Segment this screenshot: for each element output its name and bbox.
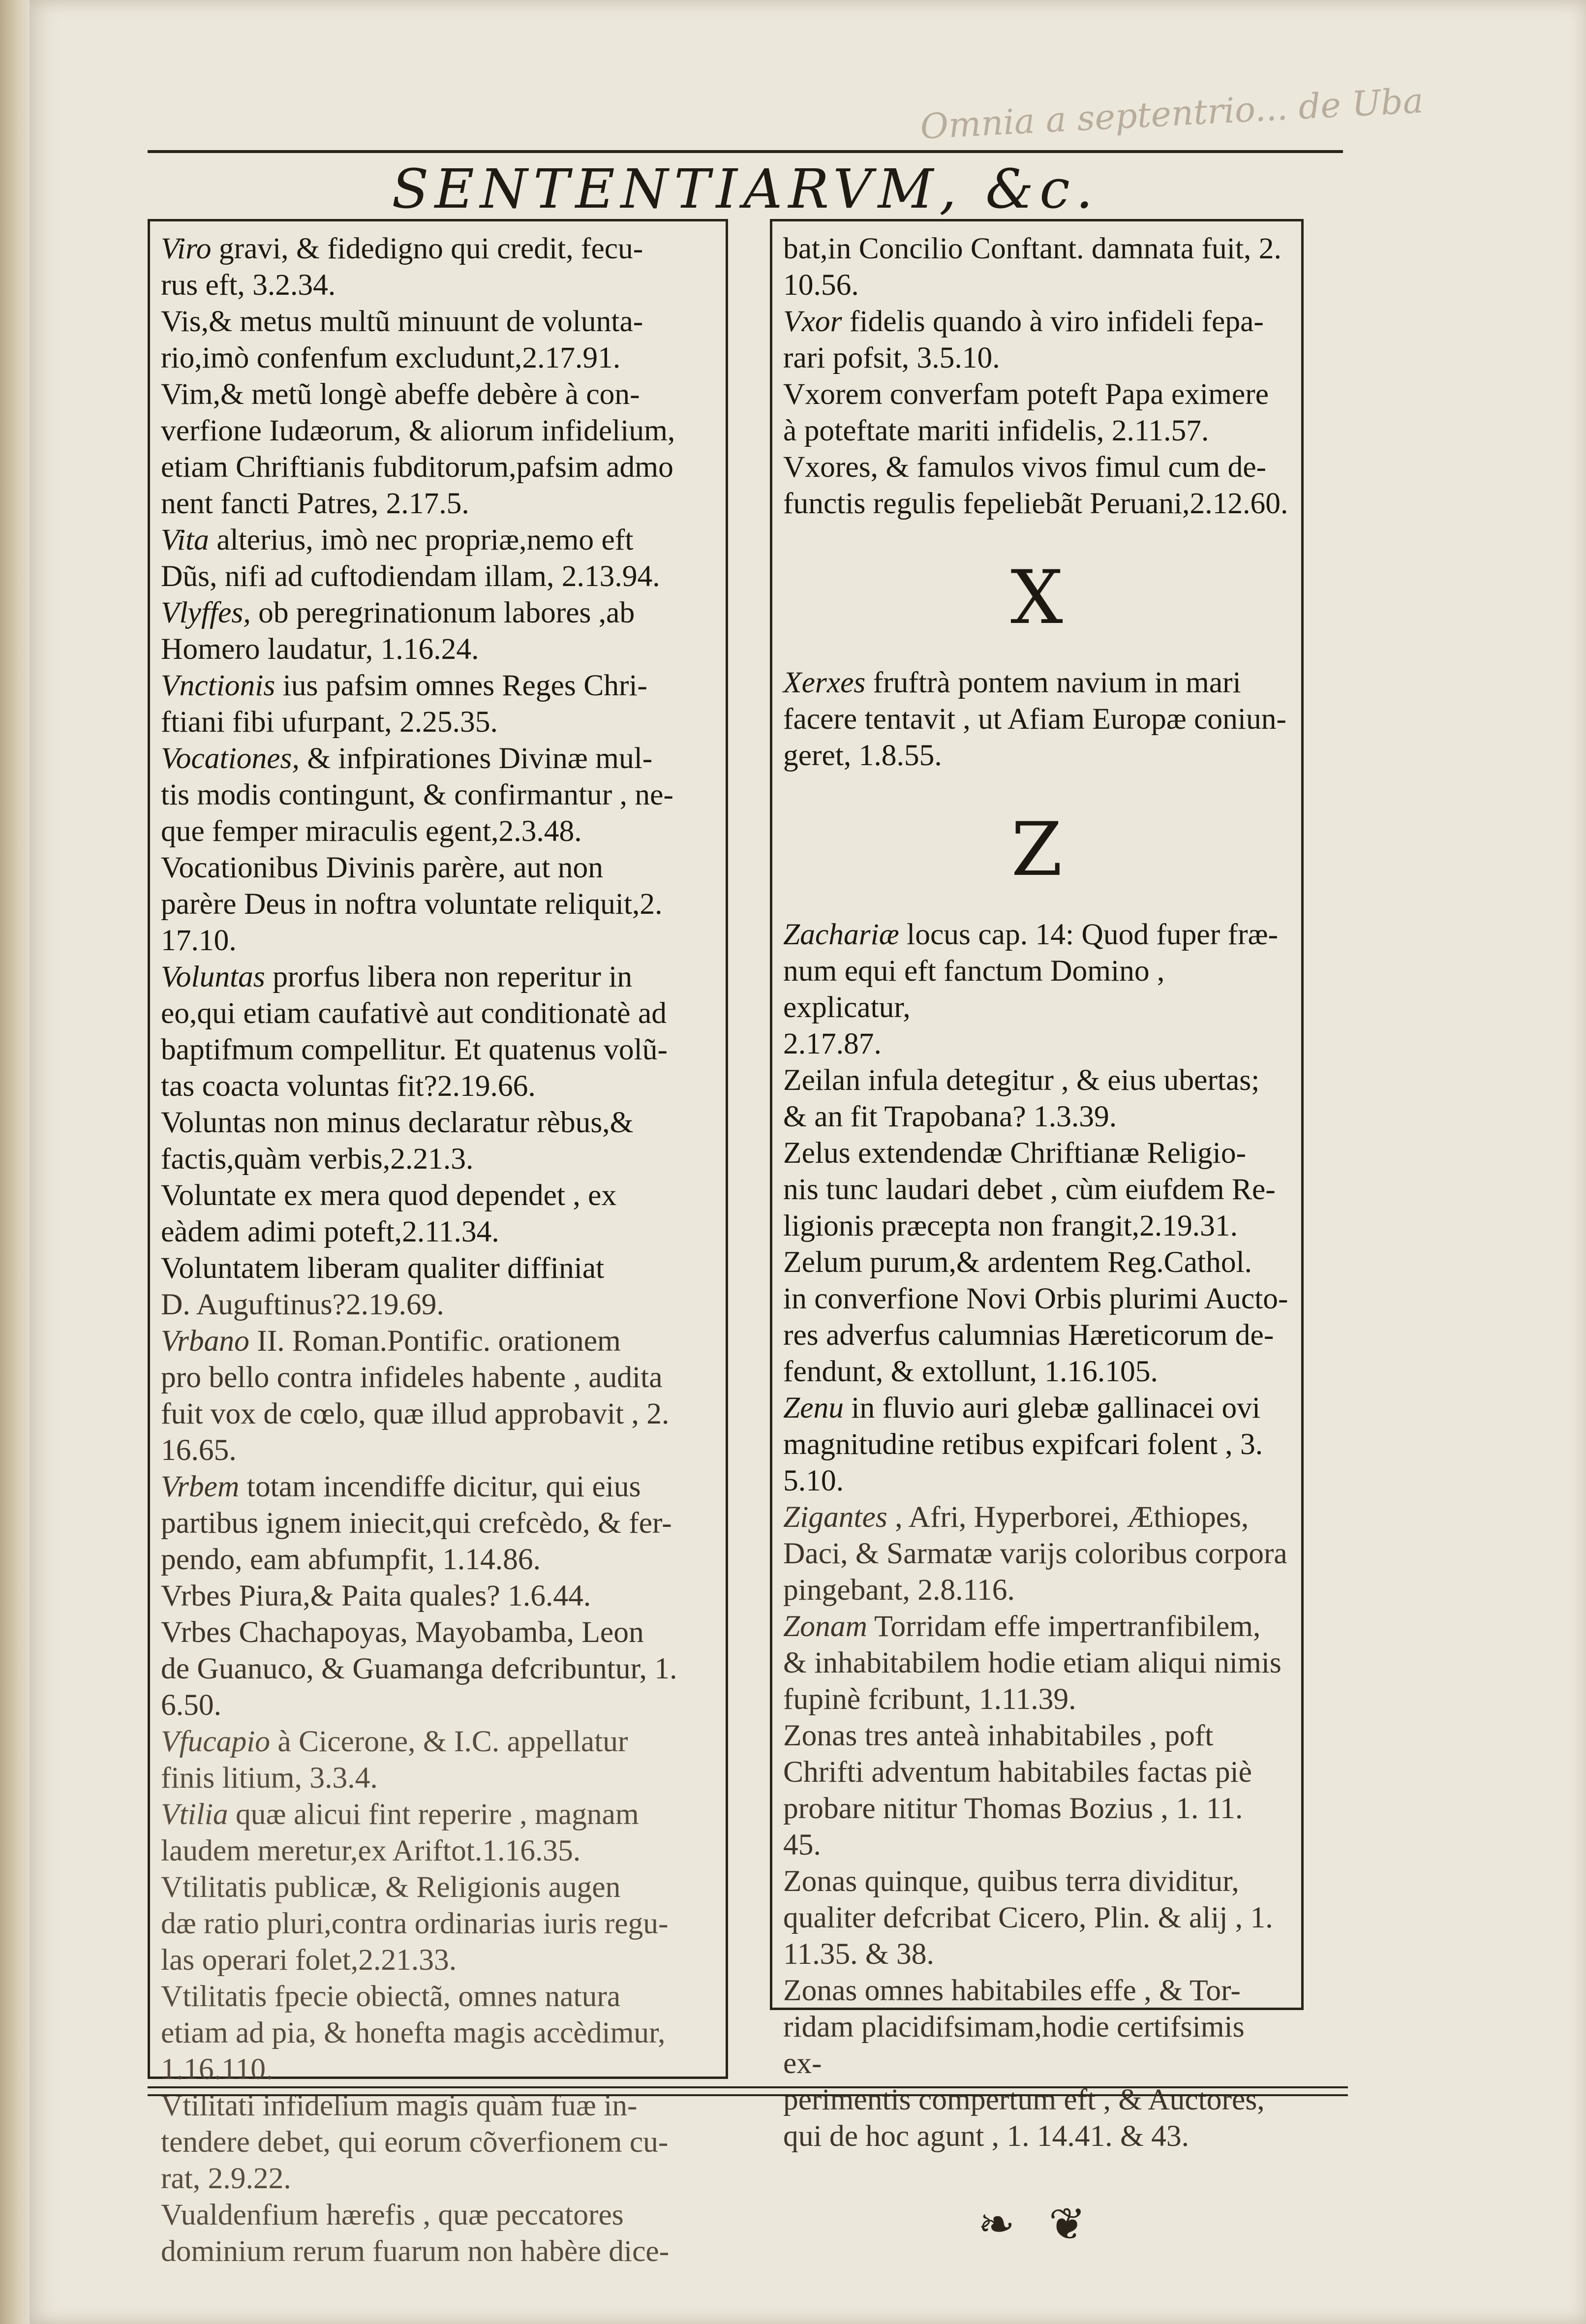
entry-text: ius pafsim omnes Reges Chri- [275, 669, 648, 702]
entry-text: finis litium, 3.3.4. [161, 1761, 378, 1795]
entry-text: rat, 2.9.22. [161, 2162, 291, 2195]
entry-text: Vocationibus Divinis parère, aut non [161, 851, 603, 884]
entry-text: Vualdenfium hærefis , quæ peccatores [161, 2198, 624, 2231]
entry-text: pingebant, 2.8.116. [783, 1573, 1015, 1607]
entry-headword: Vfucapio [161, 1725, 271, 1758]
index-entry-line [161, 886, 715, 922]
index-entry-line [161, 1177, 715, 1213]
entry-text: Voluntate ex mera quod dependet , ex [161, 1178, 617, 1212]
entry-text: , Afri, Hyperborei, Æthiopes, [887, 1500, 1249, 1534]
index-entry-line [161, 631, 715, 667]
index-entry-line [783, 1317, 1290, 1353]
entry-text: Vxorem converfam poteft Papa eximere [783, 377, 1269, 411]
entry-headword: Vxor [783, 305, 842, 338]
entry-text: bat,in Concilio Conftant. damnata fuit, 2. [783, 232, 1281, 265]
page-frame-bottom-rule [148, 2086, 1348, 2096]
index-entry-line [783, 2118, 1290, 2154]
index-entry-line [161, 1942, 715, 1978]
entry-text: fuit vox de cœlo, quæ illud approbavit , 2. [161, 1397, 670, 1430]
index-entry-line [783, 267, 1290, 303]
index-entry-line [783, 303, 1290, 340]
index-entry-line [161, 522, 715, 558]
entry-text: Vtilitatis fpecie obiectã, omnes natura [161, 1980, 621, 2013]
entry-text: baptifmum compellitur. Et quatenus volũ- [161, 1033, 668, 1066]
entry-text: & infpirationes Divinæ mul- [299, 742, 653, 775]
index-entry-line [161, 2051, 715, 2087]
index-entry-line [161, 2160, 715, 2197]
entry-text: dæ ratio pluri,contra ordinarias iuris regu- [161, 1907, 669, 1940]
index-entry-line [783, 1098, 1290, 1135]
index-entry-line [161, 303, 715, 340]
entry-text: fidelis quando à viro infideli fepa- [842, 305, 1264, 338]
index-entry-line [783, 1462, 1290, 1499]
left-column [148, 219, 728, 2268]
index-entry-line [783, 1572, 1290, 1608]
entry-text: à Cicerone, & I.C. appellatur [270, 1725, 628, 1758]
entry-text: dominium rerum fuarum non habère dice- [161, 2234, 670, 2268]
index-entry-line [161, 2233, 715, 2269]
index-entry-line [161, 1760, 715, 1796]
index-entry-line [783, 1499, 1290, 1535]
entry-text: 45. [783, 1828, 821, 1861]
entry-text: alterius, imò nec propriæ,nemo eft [209, 523, 634, 557]
index-entry-line [783, 485, 1290, 522]
index-entry-line [161, 740, 715, 776]
entry-text: res adverfus calumnias Hæreticorum de- [783, 1318, 1274, 1352]
entry-text: etiam ad pia, & honefta magis accèdimur, [161, 2016, 666, 2049]
entry-headword: Zenu [783, 1391, 844, 1425]
index-entry-line [161, 485, 715, 522]
entry-text: Vim,& metũ longè abeffe debère à con- [161, 377, 640, 411]
index-entry-line [783, 1244, 1290, 1280]
entry-text: eo,qui etiam caufativè aut conditionatè ad [161, 996, 667, 1030]
index-entry-line [783, 1827, 1290, 1863]
entry-text: Dũs, nifi ad cuftodiendam illam, 2.13.94. [161, 559, 660, 593]
entry-text: Vxores, & famulos vivos fimul cum de- [783, 450, 1267, 484]
entry-text: pendo, eam abfumpfit, 1.14.86. [161, 1543, 541, 1576]
entry-text: Vtilitatis publicæ, & Religionis augen [161, 1870, 621, 1904]
index-entry-line [161, 1687, 715, 1723]
entry-text: Vrbes Chachapoyas, Mayobamba, Leon [161, 1615, 644, 1649]
entry-text: qui de hoc agunt , 1. 14.41. & 43. [783, 2119, 1190, 2153]
entry-text: nis tunc laudari debet , cùm eiufdem Re- [783, 1173, 1276, 1206]
index-entry-line [161, 1395, 715, 1432]
index-entry-line [161, 1359, 715, 1395]
entry-text: ftiani fibi ufurpant, 2.25.35. [161, 705, 498, 739]
entry-text: laudem meretur,ex Ariftot.1.16.35. [161, 1834, 581, 1867]
index-entry-line [783, 449, 1290, 485]
index-entry-line [783, 1936, 1290, 1972]
entry-text: ob peregrinationum labores ,ab [250, 596, 635, 629]
entry-text: etiam Chriftianis fubditorum,pafsim admo [161, 450, 673, 484]
entry-text: Homero laudatur, 1.16.24. [161, 632, 479, 666]
entry-text: 10.56. [783, 268, 859, 302]
index-entry-line [783, 1863, 1290, 1899]
index-entry-line [783, 1280, 1290, 1317]
index-entry-line [783, 953, 1290, 1025]
index-entry-line [161, 667, 715, 704]
running-header: SENTENTIARVM, &c. [392, 157, 1099, 220]
entry-text: Voluntatem liberam qualiter diffiniat [161, 1251, 605, 1285]
z-entries [783, 916, 1290, 2154]
entry-headword: Zigantes [783, 1500, 887, 1534]
x-entries [783, 664, 1290, 774]
index-entry-line [161, 594, 715, 631]
entry-text: que femper miraculis egent,2.3.48. [161, 814, 582, 848]
index-entry-line [161, 959, 715, 995]
index-entry-line [161, 412, 715, 449]
index-entry-line [161, 1068, 715, 1104]
entry-headword: Zonam [783, 1610, 867, 1643]
index-entry-line [783, 1135, 1290, 1171]
entry-text: ridam placidifsimam,hodie certifsimis ex- [783, 2010, 1245, 2080]
entry-text: prorfus libera non reperitur in [265, 960, 633, 993]
entry-text: & inhabitabilem hodie etiam aliqui nimis [783, 1646, 1281, 1679]
index-entry-line [161, 1832, 715, 1869]
index-entry-line [783, 1681, 1290, 1717]
index-entry-line [161, 776, 715, 813]
entry-text: Zeilan infula detegitur , & eius ubertas; [783, 1063, 1260, 1097]
index-entry-line [783, 412, 1290, 449]
index-entry-line [783, 376, 1290, 412]
index-entry-line [161, 376, 715, 412]
index-entry-line [161, 267, 715, 303]
right-column-top-entries [783, 230, 1290, 522]
index-entry-line [161, 1614, 715, 1650]
index-entry-line [783, 1790, 1290, 1827]
entry-text: qualiter defcribat Cicero, Plin. & alij , 1. [783, 1901, 1273, 1934]
index-entry-line [161, 449, 715, 485]
index-entry-line [783, 2009, 1290, 2081]
entry-text: factis,quàm verbis,2.21.3. [161, 1142, 474, 1176]
entry-text: 16.65. [161, 1433, 237, 1467]
index-entry-line [161, 1213, 715, 1250]
index-entry-line [161, 1869, 715, 1905]
entry-text: pro bello contra infideles habente , audita [161, 1361, 663, 1394]
index-entry-line [783, 1899, 1290, 1936]
entry-text: Torridam effe impertranfibilem, [867, 1610, 1261, 1643]
index-entry-line [161, 1905, 715, 1942]
entry-text: las operari folet,2.21.33. [161, 1943, 457, 1977]
index-entry-line [161, 2124, 715, 2160]
entry-text: fupinè fcribunt, 1.11.39. [783, 1682, 1076, 1716]
entry-text: locus cap. 14: Quod fuper fræ- [899, 918, 1279, 951]
entry-text: gravi, & fidedigno qui credit, fecu- [211, 232, 643, 265]
index-entry-line [161, 1978, 715, 2014]
entry-text: 11.35. & 38. [783, 1937, 934, 1971]
index-entry-line [161, 2197, 715, 2233]
entry-text: in fluvio auri glebæ gallinacei ovi [844, 1391, 1261, 1425]
entry-text: ligionis præcepta non frangit,2.19.31. [783, 1209, 1238, 1242]
index-entry-line [161, 704, 715, 740]
index-entry-line [161, 1541, 715, 1578]
index-entry-line [783, 1062, 1290, 1098]
entry-text: à poteftate mariti infidelis, 2.11.57. [783, 414, 1209, 447]
index-entry-line [783, 1754, 1290, 1790]
entry-text: Zelus extendendæ Chriftianæ Religio- [783, 1136, 1247, 1170]
index-entry-line [783, 1390, 1290, 1426]
index-entry-line [161, 995, 715, 1031]
index-entry-line [783, 1426, 1290, 1462]
entry-text: geret, 1.8.55. [783, 739, 942, 772]
entry-text: fendunt, & extollunt, 1.16.105. [783, 1355, 1158, 1388]
index-entry-line [161, 1650, 715, 1687]
index-entry-line [161, 813, 715, 849]
entry-text: Zonas tres anteà inhabitabiles , poft [783, 1719, 1214, 1752]
entry-text: tendere debet, qui eorum cõverfionem cu- [161, 2125, 669, 2159]
entry-text: 2.17.87. [783, 1027, 882, 1060]
entry-headword: Vlyffes, [161, 596, 251, 629]
entry-text: Vtilitati infidelium magis quàm fuæ in- [161, 2089, 638, 2122]
entry-text: Chrifti adventum habitabiles factas piè [783, 1755, 1252, 1789]
index-entry-line [161, 1505, 715, 1541]
entry-text: Zelum purum,& ardentem Reg.Cathol. [783, 1245, 1252, 1279]
entry-text: totam incendiffe dicitur, qui eius [239, 1470, 641, 1503]
entry-text: quæ alicui fint reperire , magnam [228, 1797, 639, 1831]
entry-text: tas coacta voluntas fit?2.19.66. [161, 1069, 536, 1103]
entry-text: fruftrà pontem navium in mari [865, 666, 1241, 699]
index-entry-line [783, 1353, 1290, 1390]
entry-text: perimentis compertum eft , & Auctores, [783, 2083, 1265, 2116]
entry-text: Vis,& metus multũ minuunt de volunta- [161, 305, 643, 338]
entry-text: rari pofsit, 3.5.10. [783, 341, 1000, 374]
entry-text: in converfione Novi Orbis plurimi Aucto- [783, 1282, 1288, 1315]
entry-text: 5.10. [783, 1464, 844, 1497]
entry-text: facere tentavit , ut Afiam Europæ coniun- [783, 702, 1286, 736]
entry-text: Daci, & Sarmatæ varijs coloribus corpora [783, 1537, 1287, 1570]
entry-text: de Guanuco, & Guamanga defcribuntur, 1. [161, 1652, 677, 1685]
index-entry-line [161, 922, 715, 959]
entry-text: functis regulis fepeliebãt Peruani,2.12.60. [783, 487, 1288, 520]
index-entry-line [783, 1644, 1290, 1681]
entry-headword: Viro [161, 232, 212, 265]
pencil-annotation: Omnia a septentrio... de Uba [919, 80, 1425, 147]
entry-text: 17.10. [161, 924, 237, 957]
index-entry-line [161, 1323, 715, 1359]
index-entry-line [783, 1025, 1290, 1062]
entry-text: parère Deus in noftra voluntate reliquit,2. [161, 887, 663, 921]
entry-text: Voluntas non minus declaratur rèbus,& [161, 1106, 634, 1139]
entry-text: verfione Iudæorum, & aliorum infidelium, [161, 414, 675, 447]
index-entry-line [161, 2014, 715, 2051]
entry-headword: Vrbem [161, 1470, 240, 1503]
entry-headword: Vocationes, [161, 742, 300, 775]
entry-text: 6.50. [161, 1688, 221, 1722]
index-entry-line [783, 916, 1290, 953]
index-entry-line [783, 1171, 1290, 1208]
index-entry-line [161, 1468, 715, 1505]
index-entry-line [161, 1286, 715, 1323]
printers-ornament: ❧ ❦ [977, 2199, 1096, 2250]
entry-headword: Vnctionis [161, 669, 275, 702]
index-entry-line [161, 1432, 715, 1468]
index-entry-line [161, 1250, 715, 1286]
entry-text: tis modis contingunt, & confirmantur , ne- [161, 778, 673, 811]
index-entry-line [161, 558, 715, 594]
index-entry-line [783, 1608, 1290, 1644]
entry-text: magnitudine retibus expifcari folent , 3. [783, 1427, 1263, 1461]
entry-headword: Zachariæ [783, 918, 899, 951]
index-entry-line [783, 1972, 1290, 2009]
index-entry-line [783, 737, 1290, 774]
index-entry-line [783, 701, 1290, 737]
entry-text: D. Auguftinus?2.19.69. [161, 1288, 444, 1321]
entry-text: nent fancti Patres, 2.17.5. [161, 487, 469, 520]
entry-text: num equi eft fanctum Domino , explicatur, [783, 954, 1165, 1024]
entry-headword: Vrbano [161, 1324, 249, 1358]
index-entry-line [783, 340, 1290, 376]
section-letter-x: X [1010, 555, 1063, 641]
index-entry-line [783, 1535, 1290, 1572]
index-entry-line [161, 1796, 715, 1832]
index-entry-line [783, 1717, 1290, 1754]
index-entry-line [161, 1723, 715, 1760]
index-entry-line [783, 664, 1290, 701]
entry-headword: Vita [161, 523, 209, 557]
entry-text: eàdem adimi poteft,2.11.34. [161, 1215, 499, 1248]
index-entry-line [161, 849, 715, 886]
index-entry-line [161, 230, 715, 267]
entry-text: probare nititur Thomas Bozius , 1. 11. [783, 1792, 1243, 1825]
index-entry-line [161, 1141, 715, 1177]
index-entry-line [783, 1208, 1290, 1244]
entry-headword: Xerxes [783, 666, 866, 699]
index-entry-line [161, 1578, 715, 1614]
entry-text: 1.16.110. [161, 2052, 274, 2086]
index-entry-line [161, 1104, 715, 1141]
entry-text: Zonas quinque, quibus terra dividitur, [783, 1864, 1239, 1898]
entry-text: II. Roman.Pontific. orationem [249, 1324, 621, 1358]
index-entry-line [161, 1031, 715, 1068]
entry-headword: Vtilia [161, 1797, 228, 1831]
entry-text: rus eft, 3.2.34. [161, 268, 336, 302]
entry-text: Vrbes Piura,& Paita quales? 1.6.44. [161, 1579, 591, 1612]
entry-text: partibus ignem iniecit,qui crefcèdo, & fer- [161, 1506, 672, 1540]
entry-text: rio,imò confenfum excludunt,2.17.91. [161, 341, 621, 374]
section-letter-z: Z [1011, 807, 1063, 893]
entry-text: & an fit Trapobana? 1.3.39. [783, 1100, 1117, 1133]
index-entry-line [161, 340, 715, 376]
book-binding-shadow [0, 0, 30, 2324]
entry-headword: Voluntas [161, 960, 265, 993]
index-entry-line [783, 230, 1290, 267]
right-column [770, 219, 1304, 2250]
entry-text: Zonas omnes habitabiles effe , & Tor- [783, 1974, 1241, 2007]
